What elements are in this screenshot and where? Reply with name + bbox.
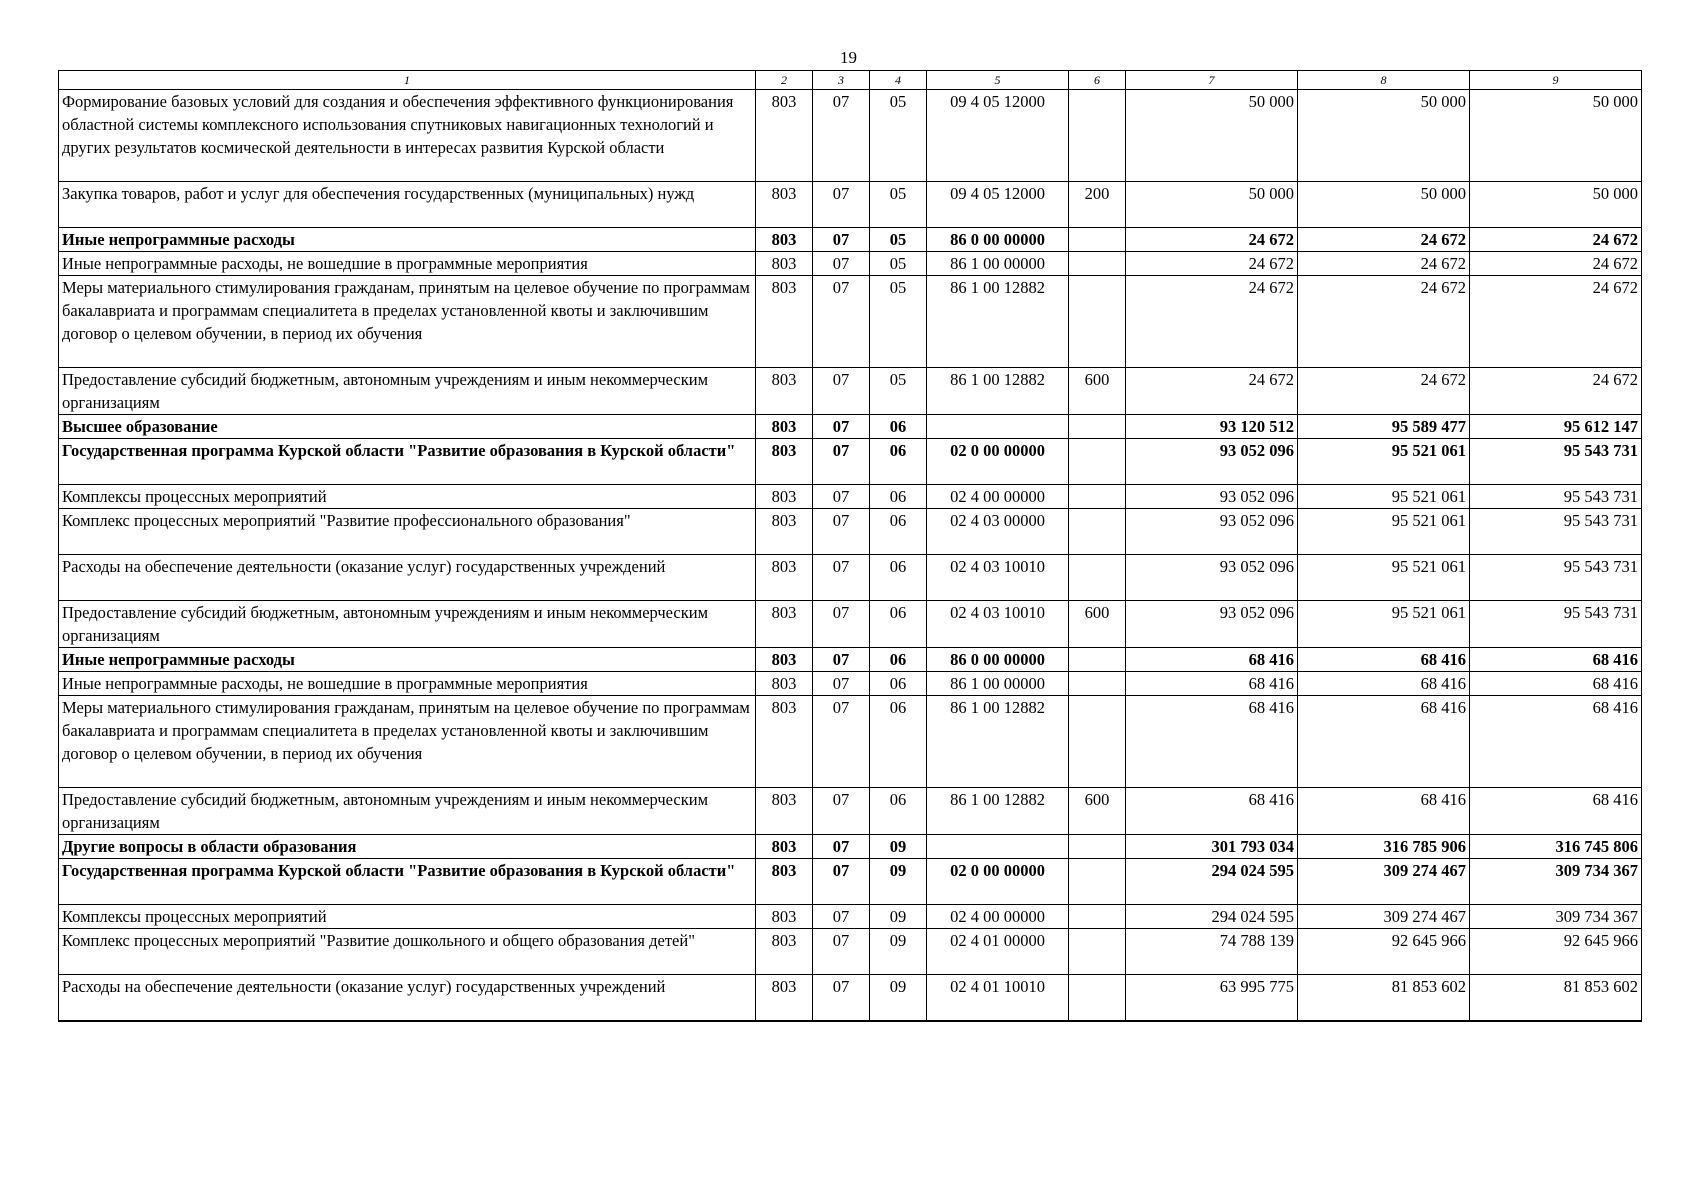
table-row — [59, 252, 1642, 276]
table-row — [59, 509, 1642, 555]
cell-chapter: 803 — [756, 555, 813, 601]
cell-amount-year3: 68 416 — [1470, 696, 1642, 788]
row-name: Предоставление субсидий бюджетным, автономным учреждениям и иным некоммерческим организациям — [59, 788, 756, 835]
cell-target-article: 02 4 03 10010 — [927, 555, 1069, 601]
cell-target-article: 86 0 00 00000 — [927, 228, 1069, 252]
cell-section: 07 — [813, 415, 870, 439]
cell-amount-year3: 24 672 — [1470, 368, 1642, 415]
table-row — [59, 368, 1642, 415]
cell-subsection: 05 — [870, 252, 927, 276]
cell-target-article: 09 4 05 12000 — [927, 90, 1069, 182]
cell-expense-type: 600 — [1069, 788, 1126, 835]
cell-chapter: 803 — [756, 975, 813, 1021]
cell-amount-year3: 68 416 — [1470, 788, 1642, 835]
table-row — [59, 696, 1642, 788]
cell-subsection: 06 — [870, 415, 927, 439]
cell-amount-year2: 95 521 061 — [1298, 439, 1470, 485]
cell-amount-year1: 50 000 — [1126, 90, 1298, 182]
cell-expense-type — [1069, 929, 1126, 975]
column-header: 5 — [927, 71, 1069, 90]
column-header: 4 — [870, 71, 927, 90]
cell-expense-type — [1069, 276, 1126, 368]
cell-expense-type — [1069, 555, 1126, 601]
cell-amount-year3: 95 612 147 — [1470, 415, 1642, 439]
cell-amount-year1: 93 052 096 — [1126, 485, 1298, 509]
table-row — [59, 228, 1642, 252]
cell-amount-year3: 81 853 602 — [1470, 975, 1642, 1021]
cell-amount-year3: 24 672 — [1470, 252, 1642, 276]
cell-target-article: 86 1 00 12882 — [927, 696, 1069, 788]
column-header: 6 — [1069, 71, 1126, 90]
cell-amount-year1: 93 052 096 — [1126, 509, 1298, 555]
cell-target-article — [927, 835, 1069, 859]
table-row — [59, 788, 1642, 835]
cell-subsection: 09 — [870, 929, 927, 975]
cell-amount-year2: 95 589 477 — [1298, 415, 1470, 439]
cell-amount-year1: 93 052 096 — [1126, 439, 1298, 485]
cell-amount-year1: 294 024 595 — [1126, 905, 1298, 929]
cell-amount-year2: 68 416 — [1298, 788, 1470, 835]
cell-subsection: 06 — [870, 601, 927, 648]
cell-amount-year3: 95 543 731 — [1470, 439, 1642, 485]
cell-amount-year2: 95 521 061 — [1298, 601, 1470, 648]
cell-target-article: 86 1 00 00000 — [927, 672, 1069, 696]
cell-section: 07 — [813, 252, 870, 276]
cell-subsection: 06 — [870, 485, 927, 509]
cell-subsection: 05 — [870, 90, 927, 182]
cell-chapter: 803 — [756, 859, 813, 905]
cell-subsection: 06 — [870, 696, 927, 788]
cell-subsection: 06 — [870, 555, 927, 601]
page-number: 19 — [840, 48, 857, 67]
cell-amount-year3: 50 000 — [1470, 182, 1642, 228]
table-row — [59, 929, 1642, 975]
table-row — [59, 905, 1642, 929]
cell-amount-year3: 92 645 966 — [1470, 929, 1642, 975]
row-name: Иные непрограммные расходы — [59, 648, 756, 672]
cell-chapter: 803 — [756, 485, 813, 509]
table-row — [59, 276, 1642, 368]
cell-expense-type — [1069, 648, 1126, 672]
cell-subsection: 05 — [870, 182, 927, 228]
cell-amount-year3: 68 416 — [1470, 648, 1642, 672]
cell-subsection: 06 — [870, 509, 927, 555]
row-name: Государственная программа Курской области "Развитие образования в Курской области" — [59, 439, 756, 485]
cell-amount-year1: 24 672 — [1126, 368, 1298, 415]
cell-expense-type — [1069, 415, 1126, 439]
cell-amount-year2: 68 416 — [1298, 648, 1470, 672]
cell-subsection: 09 — [870, 835, 927, 859]
cell-target-article: 86 0 00 00000 — [927, 648, 1069, 672]
cell-section: 07 — [813, 485, 870, 509]
cell-amount-year3: 95 543 731 — [1470, 509, 1642, 555]
cell-chapter: 803 — [756, 672, 813, 696]
cell-subsection: 05 — [870, 228, 927, 252]
cell-subsection: 05 — [870, 276, 927, 368]
cell-chapter: 803 — [756, 439, 813, 485]
cell-target-article: 02 4 03 00000 — [927, 509, 1069, 555]
cell-expense-type — [1069, 905, 1126, 929]
cell-amount-year2: 68 416 — [1298, 672, 1470, 696]
cell-expense-type — [1069, 859, 1126, 905]
row-name: Другие вопросы в области образования — [59, 835, 756, 859]
cell-expense-type: 600 — [1069, 368, 1126, 415]
cell-chapter: 803 — [756, 648, 813, 672]
cell-target-article: 09 4 05 12000 — [927, 182, 1069, 228]
cell-section: 07 — [813, 975, 870, 1021]
cell-target-article: 86 1 00 12882 — [927, 788, 1069, 835]
cell-amount-year3: 309 734 367 — [1470, 859, 1642, 905]
cell-subsection: 05 — [870, 368, 927, 415]
cell-amount-year2: 24 672 — [1298, 276, 1470, 368]
cell-amount-year3: 95 543 731 — [1470, 555, 1642, 601]
cell-amount-year3: 309 734 367 — [1470, 905, 1642, 929]
cell-section: 07 — [813, 788, 870, 835]
row-name: Формирование базовых условий для создания и обеспечения эффективного функционирования областной системы комплексного использования спутниковых навигационных технологий и других результатов космической деятельности в интересах развития Курской области — [59, 90, 756, 182]
cell-amount-year2: 24 672 — [1298, 252, 1470, 276]
cell-expense-type: 200 — [1069, 182, 1126, 228]
cell-amount-year2: 309 274 467 — [1298, 905, 1470, 929]
cell-amount-year1: 68 416 — [1126, 696, 1298, 788]
cell-chapter: 803 — [756, 415, 813, 439]
cell-chapter: 803 — [756, 252, 813, 276]
cell-amount-year1: 93 052 096 — [1126, 601, 1298, 648]
column-header: 9 — [1470, 71, 1642, 90]
row-name: Меры материального стимулирования гражданам, принятым на целевое обучение по программам бакалавриата и программам специалитета в пределах установленной квоты и заключившим договор о целевом обучении, в период их обучения — [59, 696, 756, 788]
row-name: Комплекс процессных мероприятий "Развитие профессионального образования" — [59, 509, 756, 555]
cell-amount-year1: 50 000 — [1126, 182, 1298, 228]
cell-amount-year2: 24 672 — [1298, 228, 1470, 252]
cell-amount-year1: 68 416 — [1126, 788, 1298, 835]
cell-target-article: 02 4 00 00000 — [927, 905, 1069, 929]
table-row — [59, 415, 1642, 439]
cell-target-article: 86 1 00 12882 — [927, 276, 1069, 368]
cell-section: 07 — [813, 835, 870, 859]
cell-section: 07 — [813, 90, 870, 182]
cell-subsection: 09 — [870, 859, 927, 905]
cell-section: 07 — [813, 182, 870, 228]
cell-amount-year1: 294 024 595 — [1126, 859, 1298, 905]
cell-expense-type — [1069, 485, 1126, 509]
cell-amount-year1: 93 120 512 — [1126, 415, 1298, 439]
row-name: Меры материального стимулирования гражданам, принятым на целевое обучение по программам бакалавриата и программам специалитета в пределах установленной квоты и заключившим договор о целевом обучении, в период их обучения — [59, 276, 756, 368]
cell-target-article: 86 1 00 12882 — [927, 368, 1069, 415]
column-header: 2 — [756, 71, 813, 90]
cell-chapter: 803 — [756, 696, 813, 788]
cell-chapter: 803 — [756, 601, 813, 648]
cell-target-article — [927, 415, 1069, 439]
column-header: 3 — [813, 71, 870, 90]
row-name: Иные непрограммные расходы — [59, 228, 756, 252]
cell-expense-type — [1069, 90, 1126, 182]
cell-subsection: 06 — [870, 648, 927, 672]
cell-section: 07 — [813, 929, 870, 975]
cell-expense-type — [1069, 228, 1126, 252]
cell-section: 07 — [813, 555, 870, 601]
row-name: Иные непрограммные расходы, не вошедшие в программные мероприятия — [59, 672, 756, 696]
cell-section: 07 — [813, 368, 870, 415]
cell-target-article: 02 0 00 00000 — [927, 859, 1069, 905]
cell-amount-year2: 24 672 — [1298, 368, 1470, 415]
cell-amount-year1: 68 416 — [1126, 648, 1298, 672]
cell-chapter: 803 — [756, 905, 813, 929]
table-row — [59, 90, 1642, 182]
table-row — [59, 439, 1642, 485]
cell-chapter: 803 — [756, 929, 813, 975]
table-row — [59, 672, 1642, 696]
cell-amount-year2: 95 521 061 — [1298, 509, 1470, 555]
cell-expense-type — [1069, 835, 1126, 859]
row-name: Государственная программа Курской области "Развитие образования в Курской области" — [59, 859, 756, 905]
cell-chapter: 803 — [756, 182, 813, 228]
cell-chapter: 803 — [756, 835, 813, 859]
cell-subsection: 06 — [870, 439, 927, 485]
cell-amount-year2: 316 785 906 — [1298, 835, 1470, 859]
column-header: 8 — [1298, 71, 1470, 90]
row-name: Комплексы процессных мероприятий — [59, 485, 756, 509]
table-row — [59, 859, 1642, 905]
cell-section: 07 — [813, 276, 870, 368]
row-name: Расходы на обеспечение деятельности (оказание услуг) государственных учреждений — [59, 975, 756, 1021]
cell-amount-year3: 24 672 — [1470, 228, 1642, 252]
cell-chapter: 803 — [756, 228, 813, 252]
cell-amount-year2: 81 853 602 — [1298, 975, 1470, 1021]
table-row — [59, 555, 1642, 601]
cell-amount-year2: 50 000 — [1298, 90, 1470, 182]
cell-expense-type — [1069, 672, 1126, 696]
cell-section: 07 — [813, 228, 870, 252]
cell-target-article: 02 4 03 10010 — [927, 601, 1069, 648]
table-row — [59, 601, 1642, 648]
cell-section: 07 — [813, 859, 870, 905]
column-header: 7 — [1126, 71, 1298, 90]
cell-chapter: 803 — [756, 368, 813, 415]
cell-amount-year1: 24 672 — [1126, 252, 1298, 276]
column-number-row — [59, 71, 1642, 90]
cell-amount-year1: 68 416 — [1126, 672, 1298, 696]
cell-subsection: 06 — [870, 788, 927, 835]
cell-target-article: 02 4 01 10010 — [927, 975, 1069, 1021]
row-name: Высшее образование — [59, 415, 756, 439]
table-row — [59, 975, 1642, 1021]
cell-expense-type — [1069, 252, 1126, 276]
cell-section: 07 — [813, 648, 870, 672]
row-name: Расходы на обеспечение деятельности (оказание услуг) государственных учреждений — [59, 555, 756, 601]
budget-table — [58, 70, 1642, 1022]
row-name: Предоставление субсидий бюджетным, автономным учреждениям и иным некоммерческим организациям — [59, 601, 756, 648]
row-name: Комплексы процессных мероприятий — [59, 905, 756, 929]
table-row — [59, 485, 1642, 509]
cell-subsection: 09 — [870, 905, 927, 929]
cell-expense-type — [1069, 509, 1126, 555]
cell-expense-type — [1069, 696, 1126, 788]
cell-amount-year3: 95 543 731 — [1470, 601, 1642, 648]
cell-amount-year2: 50 000 — [1298, 182, 1470, 228]
cell-amount-year3: 95 543 731 — [1470, 485, 1642, 509]
cell-amount-year3: 24 672 — [1470, 276, 1642, 368]
cell-amount-year2: 95 521 061 — [1298, 555, 1470, 601]
table-row — [59, 648, 1642, 672]
cell-amount-year2: 92 645 966 — [1298, 929, 1470, 975]
cell-target-article: 02 4 01 00000 — [927, 929, 1069, 975]
row-name: Комплекс процессных мероприятий "Развитие дошкольного и общего образования детей" — [59, 929, 756, 975]
cell-target-article: 02 0 00 00000 — [927, 439, 1069, 485]
cell-amount-year1: 93 052 096 — [1126, 555, 1298, 601]
cell-expense-type — [1069, 439, 1126, 485]
cell-section: 07 — [813, 509, 870, 555]
cell-section: 07 — [813, 439, 870, 485]
cell-chapter: 803 — [756, 509, 813, 555]
table-row — [59, 182, 1642, 228]
cell-target-article: 02 4 00 00000 — [927, 485, 1069, 509]
cell-amount-year1: 74 788 139 — [1126, 929, 1298, 975]
cell-chapter: 803 — [756, 788, 813, 835]
row-name: Иные непрограммные расходы, не вошедшие в программные мероприятия — [59, 252, 756, 276]
cell-amount-year3: 50 000 — [1470, 90, 1642, 182]
cell-expense-type: 600 — [1069, 601, 1126, 648]
cell-subsection: 09 — [870, 975, 927, 1021]
cell-section: 07 — [813, 905, 870, 929]
cell-chapter: 803 — [756, 276, 813, 368]
cell-subsection: 06 — [870, 672, 927, 696]
cell-amount-year1: 24 672 — [1126, 228, 1298, 252]
row-name: Предоставление субсидий бюджетным, автономным учреждениям и иным некоммерческим организациям — [59, 368, 756, 415]
cell-expense-type — [1069, 975, 1126, 1021]
cell-section: 07 — [813, 672, 870, 696]
cell-amount-year3: 68 416 — [1470, 672, 1642, 696]
cell-amount-year2: 68 416 — [1298, 696, 1470, 788]
column-header: 1 — [59, 71, 756, 90]
row-name: Закупка товаров, работ и услуг для обеспечения государственных (муниципальных) нужд — [59, 182, 756, 228]
cell-amount-year1: 24 672 — [1126, 276, 1298, 368]
cell-amount-year2: 309 274 467 — [1298, 859, 1470, 905]
table-row — [59, 835, 1642, 859]
cell-amount-year1: 301 793 034 — [1126, 835, 1298, 859]
cell-chapter: 803 — [756, 90, 813, 182]
cell-section: 07 — [813, 696, 870, 788]
cell-target-article: 86 1 00 00000 — [927, 252, 1069, 276]
cell-amount-year3: 316 745 806 — [1470, 835, 1642, 859]
cell-section: 07 — [813, 601, 870, 648]
cell-amount-year1: 63 995 775 — [1126, 975, 1298, 1021]
cell-amount-year2: 95 521 061 — [1298, 485, 1470, 509]
